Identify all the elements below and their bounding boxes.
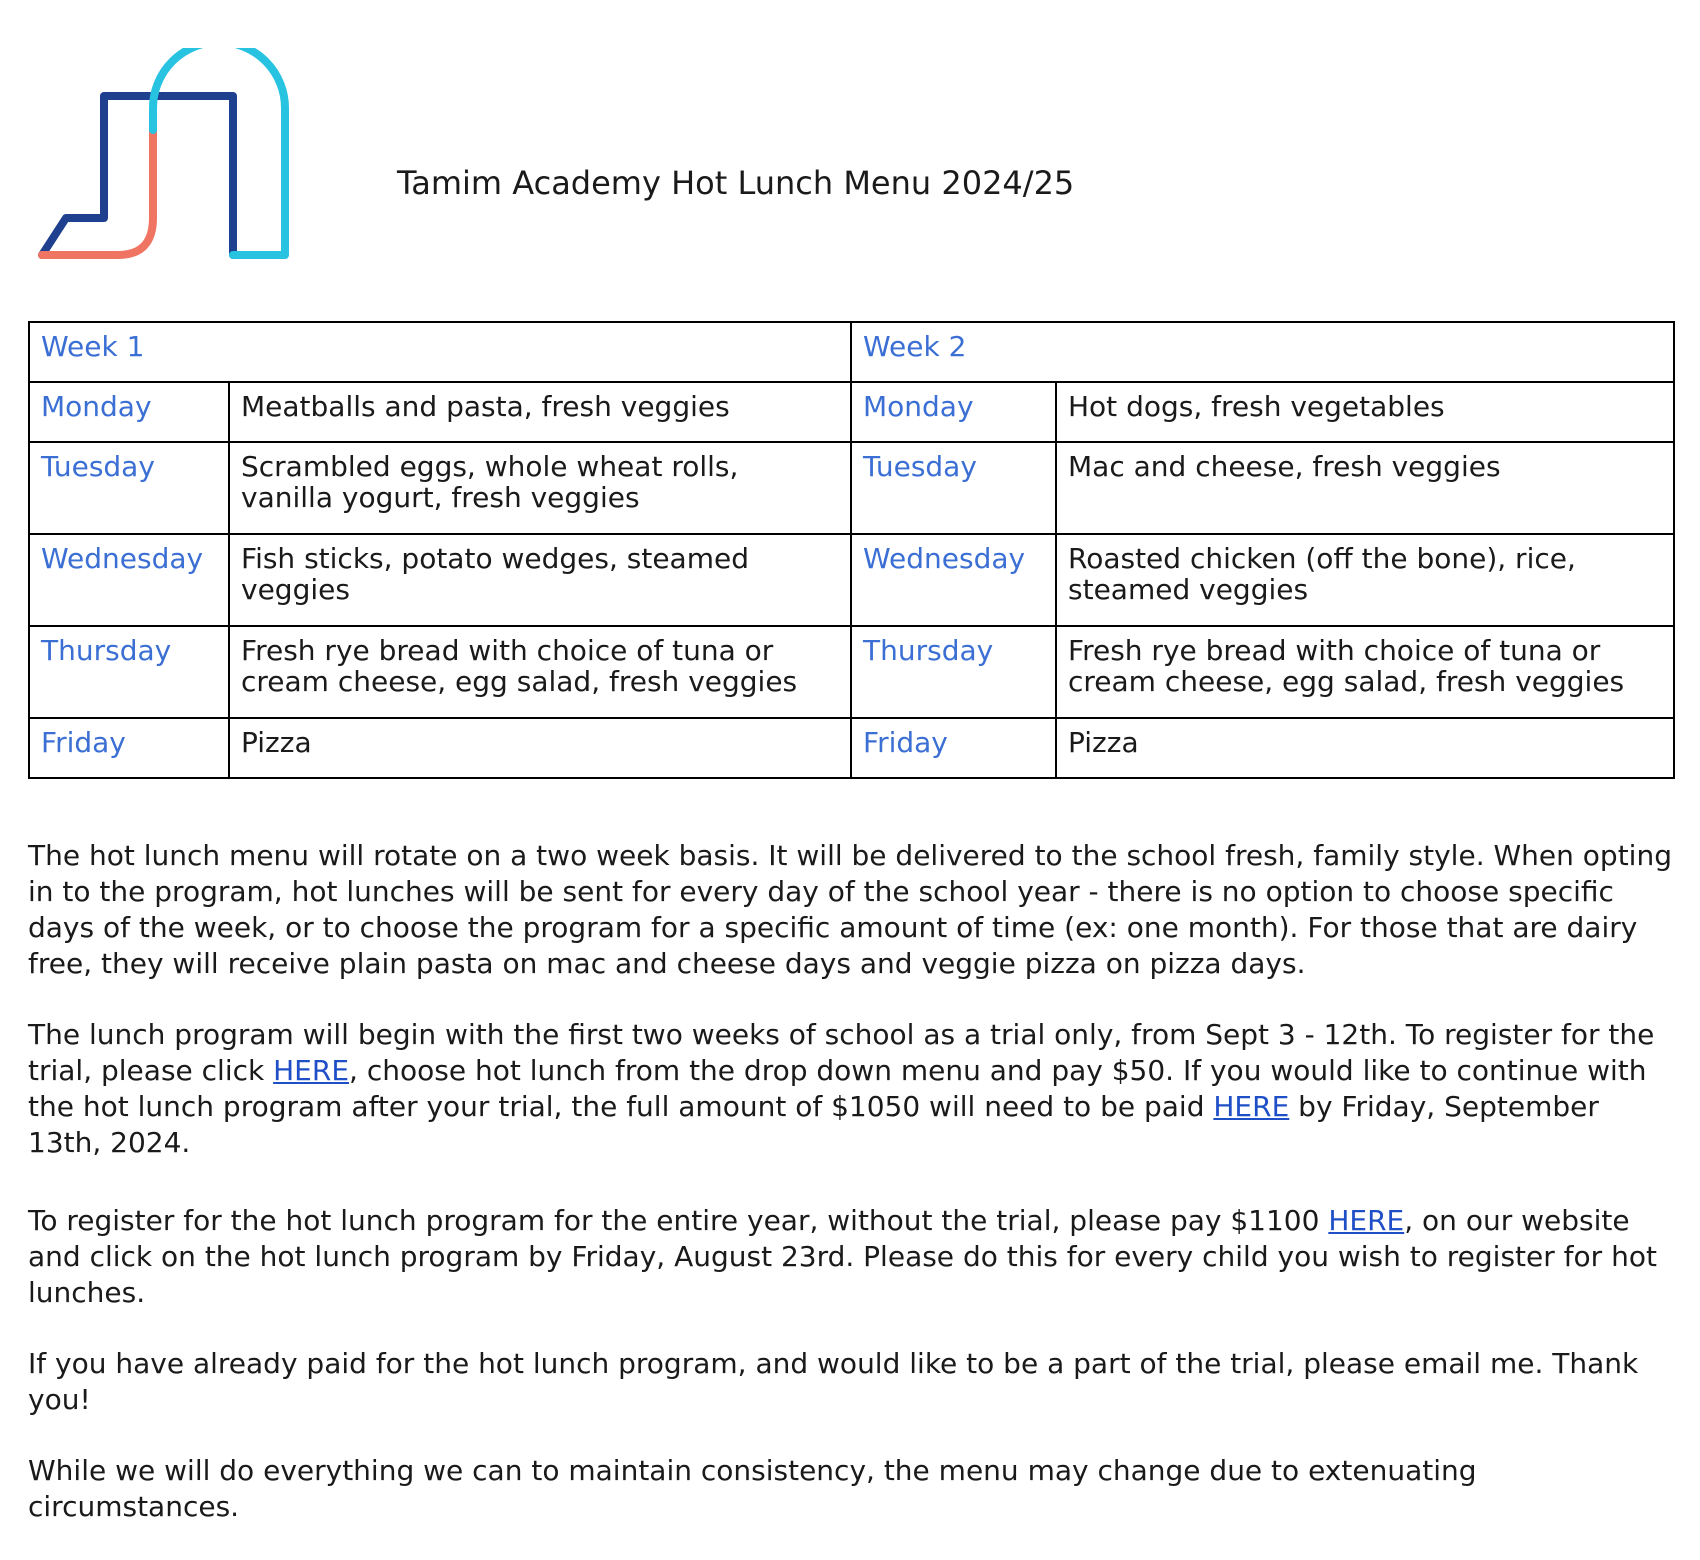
week-2-meal: Hot dogs, fresh vegetables [1056,382,1674,442]
rotation-paragraph: The hot lunch menu will rotate on a two week basis. It will be delivered to the school fresh, family style. When opting in to the program, hot lunches will be sent for every day of the school year - there is no option to choose specific days of the week, or to choose the program for a specific amount of time (ex: one month). For those that are dairy free, they will receive plain pasta on mac and cheese days and veggie pizza on pizza days. [28,839,1672,980]
page-title: Tamim Academy Hot Lunch Menu 2024/25 [397,164,1075,202]
tamim-academy-logo-icon [38,48,313,263]
week-1-meal: Pizza [229,718,851,778]
table-row [29,382,1674,442]
full-year-paragraph: To register for the hot lunch program for the entire year, without the trial, please pay $1100 HERE, on our website and click on the hot lunch program by Friday, August 23rd. Please do this for every child you wish to register for hot lunches. [28,1204,1657,1309]
week-2-meal: Roasted chicken (off the bone), rice, steamed veggies [1056,534,1674,626]
week-2-day: Friday [851,718,1056,778]
already-paid-paragraph: If you have already paid for the hot lunch program, and would like to be a part of the trial, please email me. Thank you! [28,1347,1639,1416]
full-payment-link[interactable]: HERE [1213,1090,1290,1123]
week-2-meal: Pizza [1056,718,1674,778]
week-1-meal: Fish sticks, potato wedges, steamed veggies [229,534,851,626]
lunch-menu-table [28,321,1675,779]
week-2-day: Thursday [851,626,1056,718]
full-year-payment-link[interactable]: HERE [1328,1204,1405,1237]
week-2-day: Monday [851,382,1056,442]
week-2-day: Tuesday [851,442,1056,534]
week-1-day: Tuesday [29,442,229,534]
week-1-meal: Scrambled eggs, whole wheat rolls, vanilla yogurt, fresh veggies [229,442,851,534]
week-1-day: Friday [29,718,229,778]
trial-paragraph: The lunch program will begin with the first two weeks of school as a trial only, from Sept 3 - 12th. To register for the trial, please click HERE, choose hot lunch from the drop down menu and pay $50. If you would like to continue with the hot lunch program after your trial, the full amount of $1050 will need to be paid HERE by Friday, September 13th, 2024. [28,1018,1655,1159]
table-row [29,718,1674,778]
table-row [29,626,1674,718]
table-row [29,442,1674,534]
week-1-meal: Fresh rye bread with choice of tuna or cream cheese, egg salad, fresh veggies [229,626,851,718]
week-2-header: Week 2 [851,322,1674,382]
table-row [29,534,1674,626]
week-2-day: Wednesday [851,534,1056,626]
table-header-row [29,322,1674,382]
week-1-day: Thursday [29,626,229,718]
program-information [28,838,1678,1560]
week-1-header: Week 1 [29,322,851,382]
menu-change-paragraph: While we will do everything we can to maintain consistency, the menu may change due to extenuating circumstances. [28,1454,1477,1523]
week-1-meal: Meatballs and pasta, fresh veggies [229,382,851,442]
week-2-meal: Mac and cheese, fresh veggies [1056,442,1674,534]
trial-register-link[interactable]: HERE [273,1054,350,1087]
week-1-day: Monday [29,382,229,442]
week-2-meal: Fresh rye bread with choice of tuna or cream cheese, egg salad, fresh veggies [1056,626,1674,718]
week-1-day: Wednesday [29,534,229,626]
